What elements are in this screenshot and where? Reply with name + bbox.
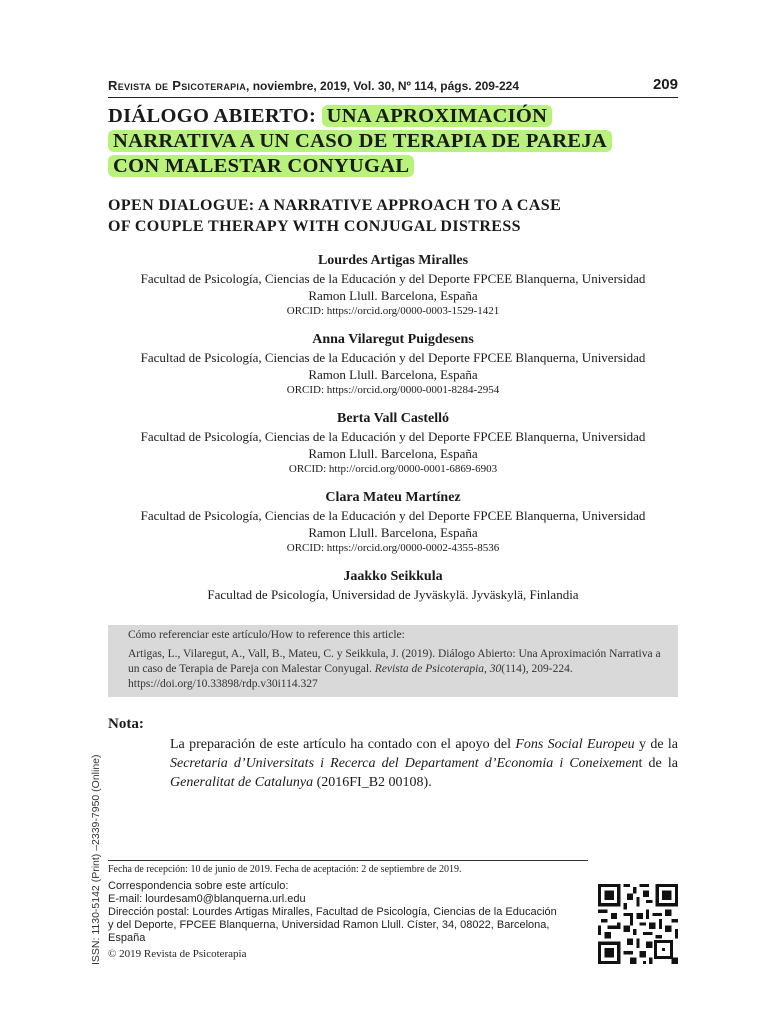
reference-part-1: Artigas, L., Vilaregut, A., Vall, B., Mateu, C. y Seikkula, J. (2019). Diálogo Abierto: Una Aproximación Narrativa a un caso de Terapia de Pareja con Malestar Conyugal. — [128, 648, 661, 675]
author-block — [108, 489, 678, 556]
author-name: Jaakko Seikkula — [343, 569, 443, 584]
author-orcid: ORCID: https://orcid.org/0000-0001-8284-2954 — [286, 384, 500, 396]
author-orcid: ORCID: http://orcid.org/0000-0001-6869-6903 — [288, 463, 498, 475]
header-rule — [108, 97, 678, 98]
title-es-highlight-3: CON MALESTAR CONYUGAL — [108, 155, 414, 177]
title-es-plain: DIÁLOGO ABIERTO: — [108, 105, 322, 127]
footer-rule — [108, 860, 588, 861]
side-issn: ISSN: 1130-5142 (Print) –2339-7950 (Online) — [90, 754, 102, 965]
note-text-part: y de la — [634, 737, 678, 752]
journal-citation: , noviembre, 2019, Vol. 30, Nº 114, págs. 209-224 — [246, 79, 520, 93]
correspondence-email: E-mail: lourdesam0@blanquerna.url.edu — [108, 893, 306, 905]
author-affiliation-cont: Ramon Llull. Barcelona, España — [308, 288, 478, 303]
author-name: Berta Vall Castelló — [337, 411, 449, 426]
author-name: Lourdes Artigas Miralles — [317, 253, 469, 268]
title-es-line-3 — [108, 154, 688, 179]
title-es-line-2 — [108, 129, 688, 154]
qr-code-icon[interactable] — [598, 884, 678, 964]
received-accepted-dates: Fecha de recepción: 10 de junio de 2019. Fecha de aceptación: 2 de septiembre de 2019. — [108, 864, 462, 875]
running-header — [108, 78, 678, 93]
author-block — [108, 331, 678, 398]
copyright: © 2019 Revista de Psicoterapia — [108, 948, 247, 960]
title-english — [108, 195, 688, 237]
author-orcid: ORCID: https://orcid.org/0000-0002-4355-8536 — [286, 542, 500, 554]
title-en-line-1: OPEN DIALOGUE: A NARRATIVE APPROACH TO A CASE — [108, 197, 562, 214]
postal-address-line-1: Dirección postal: Lourdes Artigas Miralles, Facultad de Psicología, Ciencias de la Educación — [108, 906, 557, 918]
title-en-line-2: OF COUPLE THERAPY WITH CONJUGAL DISTRESS — [108, 218, 521, 235]
page-number: 209 — [652, 76, 678, 93]
note-italic-fund: Fons Social Europeu — [515, 737, 635, 752]
author-affiliation-cont: Ramon Llull. Barcelona, España — [308, 446, 478, 461]
reference-box — [108, 625, 678, 697]
title-es-highlight-2: NARRATIVA A UN CASO DE TERAPIA DE PAREJA — [108, 130, 612, 152]
author-name: Clara Mateu Martínez — [325, 490, 461, 505]
note-italic-secretaria: Secretaria d’Universitats i Recerca del Departament d’Economia i Coneixemen — [170, 756, 639, 771]
author-affiliation: Facultad de Psicología, Ciencias de la Educación y del Deporte FPCEE Blanquerna, Universidad — [140, 350, 646, 365]
author-affiliation-cont: Ramon Llull. Barcelona, España — [308, 525, 478, 540]
correspondence-block — [108, 880, 578, 945]
author-block — [108, 252, 678, 319]
author-affiliation: Facultad de Psicología, Universidad de Jyväskylä. Jyväskylä, Finlandia — [207, 587, 579, 602]
reference-heading: Cómo referenciar este artículo/How to reference this article: — [128, 629, 405, 641]
note-text-part: La preparación de este artículo ha contado con el apoyo del — [170, 737, 516, 752]
note-text-part: (2016FI_B2 00108). — [313, 775, 432, 790]
note-text — [170, 735, 678, 792]
title-es-highlight-1: UNA APROXIMACIÓN — [322, 105, 553, 127]
reference-text — [128, 647, 664, 692]
author-name: Anna Vilaregut Puigdesens — [312, 332, 474, 347]
title-spanish — [108, 104, 688, 179]
author-orcid: ORCID: https://orcid.org/0000-0003-1529-1421 — [286, 305, 500, 317]
note-label: Nota: — [108, 716, 144, 732]
author-affiliation: Facultad de Psicología, Ciencias de la Educación y del Deporte FPCEE Blanquerna, Universidad — [140, 271, 646, 286]
note-italic-generalitat: Generalitat de Catalunya — [170, 775, 314, 790]
correspondence-heading: Correspondencia sobre este artículo: — [108, 880, 289, 892]
author-block — [108, 568, 678, 603]
author-block — [108, 410, 678, 477]
note-text-part: t de la — [638, 756, 678, 771]
postal-address-line-3: España — [108, 932, 146, 944]
reference-part-2: (114), 209-224. https://doi.org/10.33898/rdp.v30i114.327 — [128, 663, 573, 690]
author-affiliation-cont: Ramon Llull. Barcelona, España — [308, 367, 478, 382]
author-affiliation: Facultad de Psicología, Ciencias de la Educación y del Deporte FPCEE Blanquerna, Universidad — [140, 508, 646, 523]
reference-journal: Revista de Psicoterapia, 30 — [374, 663, 502, 675]
journal-name: Revista de Psicoterapia — [108, 78, 247, 93]
postal-address-line-2: y del Deporte, FPCEE Blanquerna, Universidad Ramon Llull. Císter, 34, 08022, Barcelona, — [108, 919, 550, 931]
title-es-line-1 — [108, 104, 688, 129]
author-list — [108, 252, 678, 615]
author-affiliation: Facultad de Psicología, Ciencias de la Educación y del Deporte FPCEE Blanquerna, Universidad — [140, 429, 646, 444]
